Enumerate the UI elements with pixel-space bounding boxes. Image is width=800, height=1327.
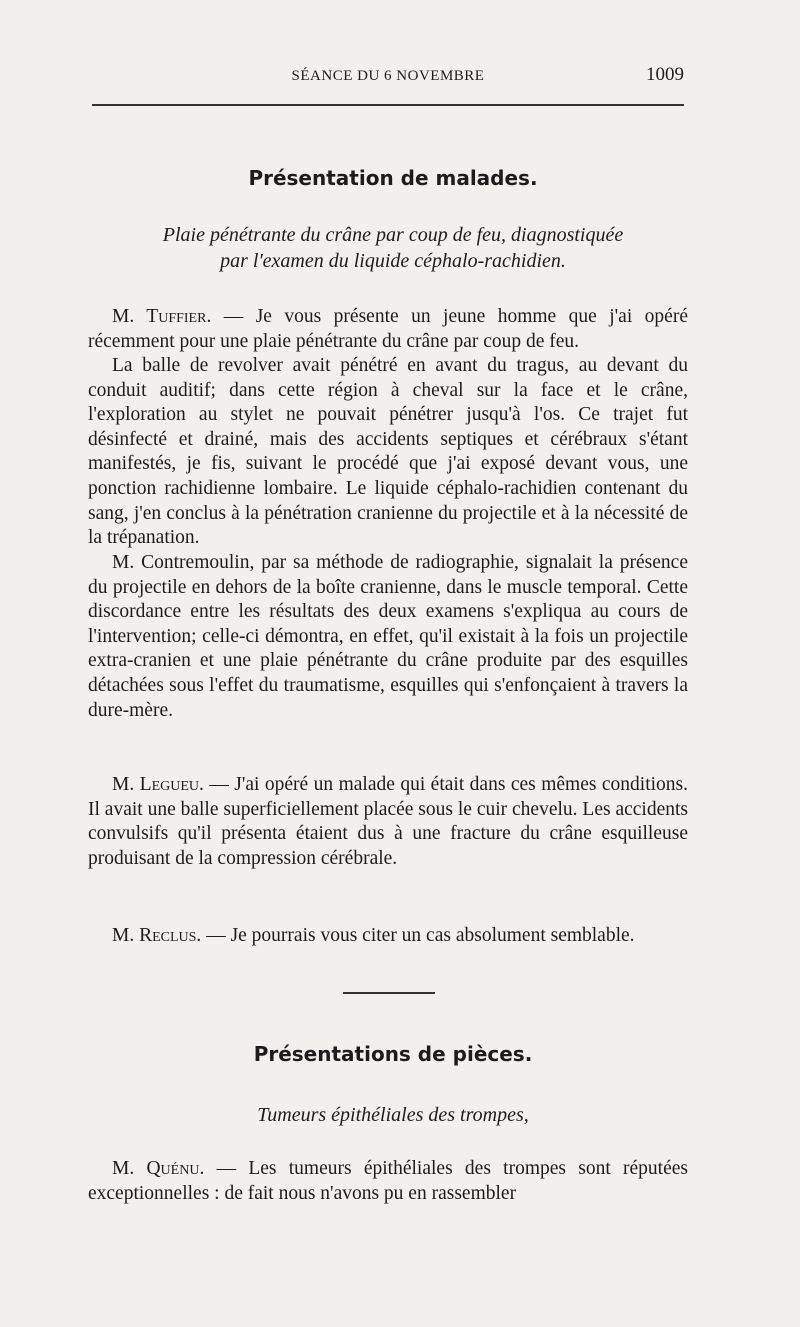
- case-subtitle-line-1: Plaie pénétrante du crâne par coup de feu, diagnostiquée: [162, 224, 624, 246]
- paragraph-text: — Je vous présente un jeune homme que j'ai opéré récemment pour une plaie pénétrante du crâne par coup de feu.: [88, 306, 688, 352]
- section-title-pieces: Présentations de pièces.: [253, 1042, 533, 1066]
- speaker-name: M. Tuffier.: [112, 306, 212, 327]
- paragraph-reclus: [88, 924, 688, 949]
- page-number: 1009: [646, 64, 684, 85]
- section-title-malades: Présentation de malades.: [248, 166, 538, 190]
- paragraph-text: — Les tumeurs épithéliales des trompes sont réputées exceptionnelles : de fait nous n'avons pu en rassembler: [88, 1158, 688, 1204]
- page-header: [88, 62, 688, 92]
- paragraph-contremoulin: M. Contremoulin, par sa méthode de radiographie, signalait la présence du projectile en dehors de la boîte cranienne, dans le muscle temporal. Cette discordance entre les résultats des deux examens s'expliqua au cours de l'intervention; celle-ci démontra, en effet, qu'il existait à la fois un projectile extra-cranien et une plaie pénétrante du crâne produite par des esquilles détachées sous l'effet du traumatisme, esquilles qui s'enfonçaient à travers la dure-mère.: [88, 552, 688, 721]
- section-divider: [343, 992, 435, 994]
- paragraph-text: — J'ai opéré un malade qui était dans ces mêmes conditions. Il avait une balle superficiellement placée sous le cuir chevelu. Les accidents convulsifs qu'il présenta étaient dus à une fracture du crâne esquilleuse produisant de la compression cérébrale.: [88, 774, 689, 869]
- speaker-name: M. Legueu.: [112, 774, 204, 795]
- paragraph-tuffier: [88, 305, 688, 354]
- speaker-name: M. Quénu.: [112, 1158, 205, 1179]
- paragraph-quenu: [88, 1157, 688, 1206]
- header-rule: [92, 104, 684, 106]
- running-title: SÉANCE DU 6 NOVEMBRE: [291, 68, 485, 84]
- paragraph-text: — Je pourrais vous citer un cas absolument semblable.: [201, 925, 635, 946]
- speaker-name: M. Reclus.: [112, 925, 202, 946]
- case-subtitle-line-2: par l'examen du liquide céphalo-rachidien.: [220, 250, 566, 272]
- pieces-subtitle: Tumeurs épithéliales des trompes,: [257, 1104, 529, 1126]
- paragraph-legueu: [88, 773, 688, 871]
- case-subtitle: [96, 222, 690, 274]
- paragraph-balle: La balle de revolver avait pénétré en avant du tragus, au devant du conduit auditif; dans cette région à cheval sur la face et le crâne, l'exploration au stylet ne pouvait pénétrer jusqu'à l'os. Ce trajet fut désinfecté et drainé, mais des accidents septiques et cérébraux s'étant manifestés, je fis, suivant le procédé que j'ai exposé devant vous, une ponction rachidienne lombaire. Le liquide céphalo-rachidien contenant du sang, j'en conclus à la pénétration cranienne du projectile et à la nécessité de la trépanation.: [88, 355, 688, 549]
